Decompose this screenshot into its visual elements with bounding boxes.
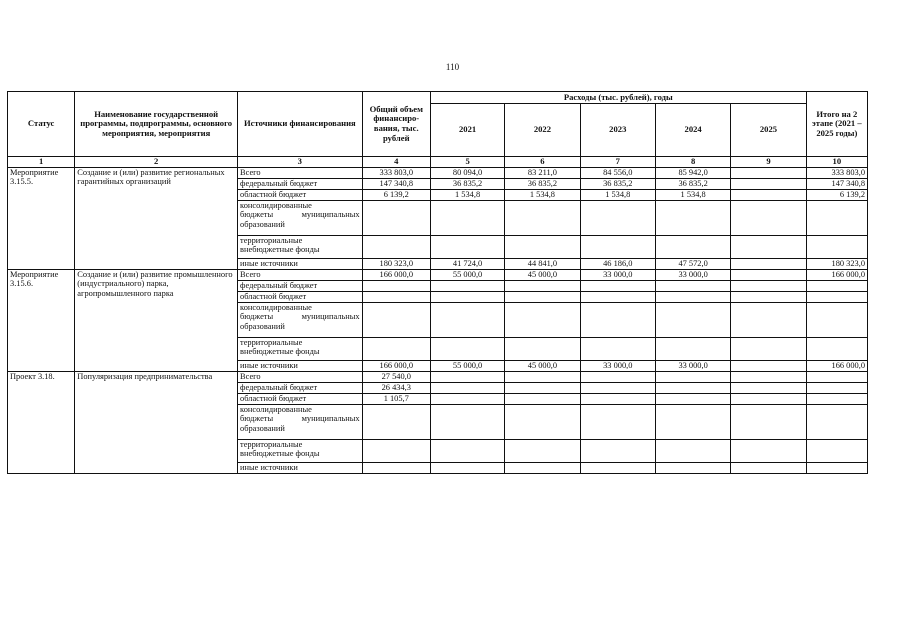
value-cell (731, 270, 806, 281)
value-cell (362, 440, 430, 463)
source-line: консолидированные (240, 201, 312, 210)
value-cell (806, 394, 867, 405)
value-cell (362, 405, 430, 440)
value-cell (655, 440, 730, 463)
header-status: Статус (8, 92, 75, 157)
value-cell (580, 281, 655, 292)
value-cell (731, 383, 806, 394)
value-cell (655, 394, 730, 405)
value-cell (731, 190, 806, 201)
value-cell (505, 236, 580, 259)
col-number: 10 (806, 157, 867, 168)
source-cell: федеральный бюджет (238, 383, 363, 394)
value-cell (430, 372, 504, 383)
value-cell: 166 000,0 (362, 270, 430, 281)
value-cell: 6 139,2 (806, 190, 867, 201)
value-cell (505, 201, 580, 236)
name-cell: Популяризация предпринимательства (75, 372, 238, 474)
value-cell: 36 835,2 (505, 179, 580, 190)
value-cell: 83 211,0 (505, 168, 580, 179)
col-number: 2 (75, 157, 238, 168)
value-cell (362, 292, 430, 303)
source-cell: федеральный бюджет (238, 281, 363, 292)
value-cell (505, 372, 580, 383)
source-cell: Всего (238, 372, 363, 383)
value-cell (731, 259, 806, 270)
value-cell (731, 201, 806, 236)
value-cell: 1 105,7 (362, 394, 430, 405)
value-cell (655, 303, 730, 338)
table-row (8, 168, 868, 179)
col-number: 3 (238, 157, 363, 168)
value-cell: 41 724,0 (430, 259, 504, 270)
source-cell (238, 405, 363, 440)
value-cell (580, 303, 655, 338)
name-cell: Создание и (или) развитие региональных гарантийных организаций (75, 168, 238, 270)
value-cell: 180 323,0 (362, 259, 430, 270)
value-cell (580, 405, 655, 440)
value-cell (731, 179, 806, 190)
value-cell (731, 361, 806, 372)
value-cell: 47 572,0 (655, 259, 730, 270)
value-cell: 33 000,0 (580, 361, 655, 372)
source-word: муниципальных (301, 210, 360, 220)
value-cell: 44 841,0 (505, 259, 580, 270)
value-cell (505, 303, 580, 338)
source-cell: областной бюджет (238, 292, 363, 303)
value-cell (731, 463, 806, 474)
value-cell (362, 303, 430, 338)
value-cell (731, 440, 806, 463)
financing-table (7, 91, 868, 474)
value-cell (731, 281, 806, 292)
source-word: муниципальных (301, 312, 360, 322)
value-cell: 166 000,0 (806, 270, 867, 281)
header-year: 2025 (731, 104, 806, 157)
value-cell: 33 000,0 (655, 270, 730, 281)
value-cell (430, 463, 504, 474)
value-cell (505, 292, 580, 303)
value-cell: 1 534,8 (430, 190, 504, 201)
value-cell (731, 303, 806, 338)
source-word: бюджеты (240, 414, 274, 424)
value-cell (362, 463, 430, 474)
value-cell (655, 338, 730, 361)
value-cell (505, 383, 580, 394)
value-cell: 147 340,8 (362, 179, 430, 190)
value-cell (806, 201, 867, 236)
value-cell (655, 372, 730, 383)
col-number: 1 (8, 157, 75, 168)
source-word: муниципальных (301, 414, 360, 424)
source-cell (238, 236, 363, 259)
value-cell: 84 556,0 (580, 168, 655, 179)
value-cell: 85 942,0 (655, 168, 730, 179)
source-line: образований (240, 321, 285, 331)
value-cell (505, 463, 580, 474)
value-cell (806, 292, 867, 303)
value-cell (731, 168, 806, 179)
value-cell (580, 292, 655, 303)
value-cell (731, 405, 806, 440)
value-cell (580, 338, 655, 361)
header-year: 2023 (580, 104, 655, 157)
source-line: территориальные (240, 236, 303, 245)
source-cell (238, 201, 363, 236)
source-cell (238, 303, 363, 338)
value-cell (731, 394, 806, 405)
value-cell: 55 000,0 (430, 361, 504, 372)
value-cell (731, 372, 806, 383)
source-line: внебюджетные фонды (240, 449, 320, 459)
source-line: консолидированные (240, 405, 312, 414)
source-cell (238, 338, 363, 361)
value-cell (806, 372, 867, 383)
value-cell (430, 281, 504, 292)
value-cell (580, 236, 655, 259)
value-cell (580, 201, 655, 236)
value-cell: 36 835,2 (430, 179, 504, 190)
source-cell: областной бюджет (238, 190, 363, 201)
value-cell (430, 394, 504, 405)
table-row (8, 372, 868, 383)
value-cell (731, 292, 806, 303)
value-cell (430, 383, 504, 394)
col-number: 6 (505, 157, 580, 168)
value-cell (430, 303, 504, 338)
value-cell: 26 434,3 (362, 383, 430, 394)
value-cell (806, 303, 867, 338)
value-cell (580, 383, 655, 394)
status-cell: Мероприятие 3.15.6. (8, 270, 75, 372)
source-cell (238, 440, 363, 463)
header-sources: Источники финансирования (238, 92, 363, 157)
status-cell: Мероприятие 3.15.5. (8, 168, 75, 270)
value-cell: 333 803,0 (362, 168, 430, 179)
value-cell (655, 405, 730, 440)
value-cell (362, 281, 430, 292)
source-word: бюджеты (240, 312, 274, 322)
source-cell: областной бюджет (238, 394, 363, 405)
value-cell (806, 281, 867, 292)
value-cell: 46 186,0 (580, 259, 655, 270)
value-cell (655, 383, 730, 394)
value-cell (806, 463, 867, 474)
source-cell: Всего (238, 168, 363, 179)
source-line: территориальные (240, 440, 303, 449)
source-cell: федеральный бюджет (238, 179, 363, 190)
value-cell (580, 372, 655, 383)
value-cell: 333 803,0 (806, 168, 867, 179)
value-cell: 55 000,0 (430, 270, 504, 281)
value-cell (505, 405, 580, 440)
status-cell: Проект 3.18. (8, 372, 75, 474)
value-cell: 80 094,0 (430, 168, 504, 179)
value-cell: 180 323,0 (806, 259, 867, 270)
col-number: 9 (731, 157, 806, 168)
value-cell (430, 338, 504, 361)
value-cell (806, 383, 867, 394)
value-cell (806, 236, 867, 259)
value-cell (505, 281, 580, 292)
value-cell (580, 440, 655, 463)
value-cell: 45 000,0 (505, 270, 580, 281)
value-cell (655, 463, 730, 474)
value-cell (580, 394, 655, 405)
value-cell: 45 000,0 (505, 361, 580, 372)
value-cell: 36 835,2 (580, 179, 655, 190)
source-line (240, 414, 360, 423)
value-cell: 33 000,0 (580, 270, 655, 281)
source-line: образований (240, 219, 285, 229)
value-cell (806, 338, 867, 361)
value-cell: 6 139,2 (362, 190, 430, 201)
page-number: 110 (445, 62, 460, 72)
value-cell: 1 534,8 (580, 190, 655, 201)
header-expenses: Расходы (тыс. рублей), годы (430, 92, 806, 104)
source-cell: иные источники (238, 259, 363, 270)
value-cell (806, 440, 867, 463)
source-line (240, 312, 360, 321)
name-cell: Создание и (или) развитие промышленного (индустриального) парка, агропромышленного парка (75, 270, 238, 372)
value-cell: 1 534,8 (505, 190, 580, 201)
value-cell (505, 394, 580, 405)
col-number: 4 (362, 157, 430, 168)
value-cell (430, 440, 504, 463)
source-cell: иные источники (238, 463, 363, 474)
value-cell: 147 340,8 (806, 179, 867, 190)
col-number: 7 (580, 157, 655, 168)
value-cell (505, 338, 580, 361)
source-line: территориальные (240, 338, 303, 347)
value-cell (430, 236, 504, 259)
value-cell (731, 338, 806, 361)
header-year: 2022 (505, 104, 580, 157)
value-cell (362, 236, 430, 259)
value-cell (655, 292, 730, 303)
value-cell (731, 236, 806, 259)
source-word: бюджеты (240, 210, 274, 220)
col-number: 8 (655, 157, 730, 168)
value-cell (430, 405, 504, 440)
header-total: Общий объем финансиро-вания, тыс. рублей (362, 92, 430, 157)
header-itogo: Итого на 2 этапе (2021 – 2025 годы) (806, 92, 867, 157)
value-cell (655, 201, 730, 236)
value-cell: 1 534,8 (655, 190, 730, 201)
header-name: Наименование государственной программы, подпрограммы, основного мероприятия, мероприятия (75, 92, 238, 157)
value-cell (655, 236, 730, 259)
value-cell (505, 440, 580, 463)
source-line: консолидированные (240, 303, 312, 312)
value-cell (362, 338, 430, 361)
col-number: 5 (430, 157, 504, 168)
value-cell (362, 201, 430, 236)
value-cell (580, 463, 655, 474)
source-cell: Всего (238, 270, 363, 281)
value-cell: 166 000,0 (806, 361, 867, 372)
value-cell: 33 000,0 (655, 361, 730, 372)
source-line: образований (240, 423, 285, 433)
value-cell: 166 000,0 (362, 361, 430, 372)
value-cell: 36 835,2 (655, 179, 730, 190)
table-row (8, 270, 868, 281)
value-cell (430, 292, 504, 303)
header-year: 2021 (430, 104, 504, 157)
source-line: внебюджетные фонды (240, 245, 320, 255)
value-cell (806, 405, 867, 440)
source-line (240, 210, 360, 219)
value-cell (430, 201, 504, 236)
header-year: 2024 (655, 104, 730, 157)
value-cell (655, 281, 730, 292)
source-cell: иные источники (238, 361, 363, 372)
source-line: внебюджетные фонды (240, 347, 320, 357)
value-cell: 27 540,0 (362, 372, 430, 383)
